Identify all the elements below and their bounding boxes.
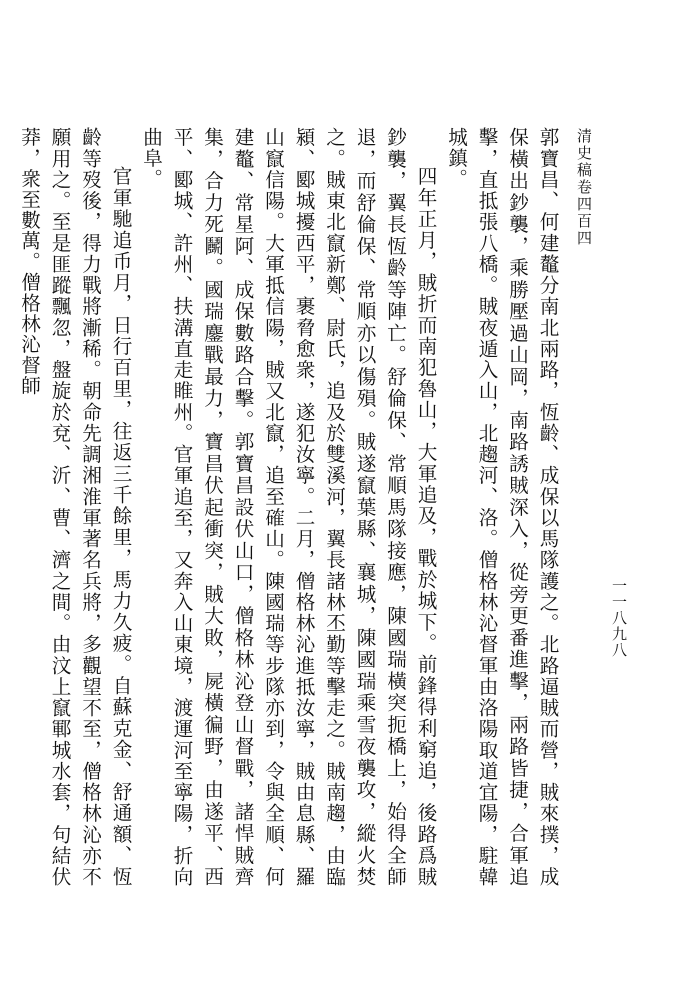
page-number: 一一八九八 (610, 578, 628, 658)
running-header-title: 清史稿卷四百四 (575, 128, 593, 247)
paragraph: 四年正月，賊折而南犯魯山，大軍追及，戰於城下。前鋒得利窮追，後路爲賊鈔襲，翼長恆齡等陣亡。舒倫保、常順馬隊接應，陳國瑞橫突扼橋上，始得全師退，而舒倫保、常順亦以傷殞。賊遂竄葉縣、襄城，陳國瑞乘雪夜襲攻，縱火焚之。賊東北竄新鄭、尉氏，追及於雙溪河，翼長諸林丕勤等擊走之。賊南趨，由臨潁、郾城擾西平，裹脅愈衆，遂犯汝寧。二月，僧格林沁進抵汝寧，賊由息縣、羅山竄信陽。大軍抵信陽，賊又北竄，追至確山。陳國瑞等步隊亦到，令與全順、何建鼇、常星阿、成保數路合擊。郭寶昌設伏山口，僧格林沁登山督戰，諸悍賊齊集，合力死鬭。國瑞鏖戰最力，寶昌伏起衝突，賊大敗，屍橫徧野，由遂平、西平、郾城、許州、扶溝直走睢州。官軍追至，又奔入山東境，渡運河至寧陽，折向曲阜。 (139, 127, 437, 887)
paragraph: 官軍馳追币月，日行百里，往返三千餘里，馬力久疲。自蘇克金、舒通額、恆齡等歿後，得力戰將漸稀。朝命先調湘淮軍著名兵將，多觀望不至，僧格林沁亦不願用之。至是匪蹤飄忽，盤旋於兗、沂、曹、濟之間。由汶上竄鄆城水套，句結伏莽，衆至數萬。僧格林沁督師 (17, 127, 132, 887)
paragraph: 郭寶昌、何建鼇分南北兩路，恆齡、成保以馬隊護之。北路逼賊而營，賊來撲，成保橫出鈔襲，乘勝壓過山岡，南路誘賊深入，從旁更番進擊，兩路皆捷，合軍追擊，直抵張八橋。賊夜遁入山，北趨河、洛。僧格林沁督軍由洛陽取道宜陽，駐韓城鎮。 (444, 127, 559, 887)
body-text (17, 127, 562, 887)
